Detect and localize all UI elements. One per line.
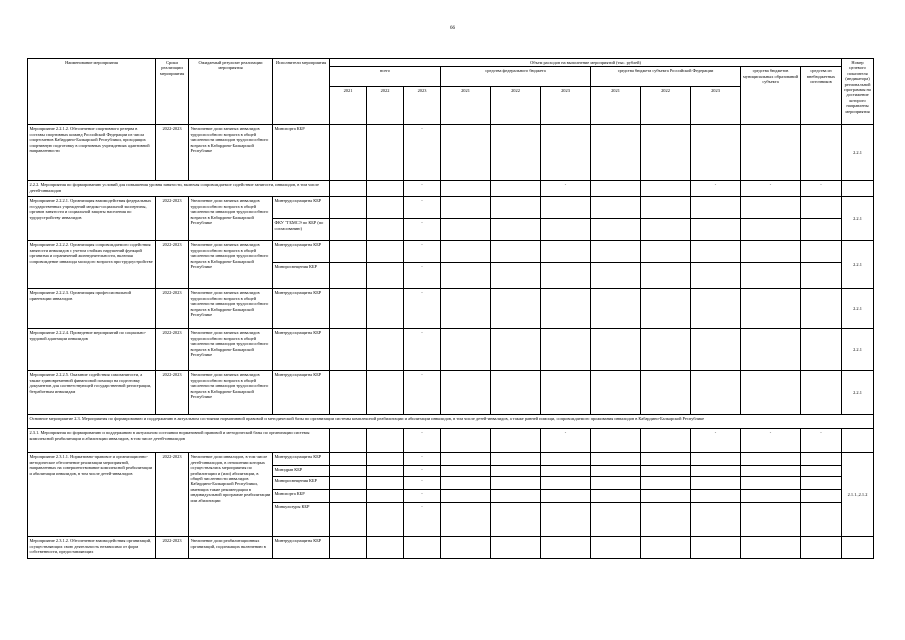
- measure-executor: Минтрудсоцзащиты КБР: [273, 453, 330, 466]
- value-dash: -: [741, 181, 801, 197]
- header-regional: средства бюджета субъекта Российской Федерации: [591, 67, 741, 87]
- measure-executor: Минтрудсоцзащиты КБР: [273, 289, 330, 329]
- indicator-number: 2.2.1: [842, 197, 874, 241]
- measure-period: 2022-2023: [156, 241, 189, 289]
- indicator-number: 2.1.1.,2.1.2: [842, 453, 874, 537]
- indicator-number: 2.2.1: [842, 289, 874, 329]
- value-dash: -: [741, 429, 801, 453]
- header-year: 2021: [330, 87, 367, 125]
- measure-result: Увеличение доли занятых инвалидов трудоспособного возраста в общей численности инвалидов трудоспособного возраста в Кабардино-Балкарской Республике: [189, 197, 273, 241]
- measure-period: 2022-2023: [156, 329, 189, 371]
- header-extra: средства из внебюджетных источников: [801, 67, 842, 125]
- value-dash: -: [801, 429, 842, 453]
- indicator-number: 2.2.1: [842, 241, 874, 289]
- measure-executor: Минтрудсоцзащиты КБР: [273, 371, 330, 415]
- measure-name: Мероприятие 2.2.2.2. Организация сопровождаемого содействия занятости инвалидов с учетом стойких нарушений функций организма и ограничений жизнедеятельности, включая сопровождение инвалида молодого возраста при трудоустройстве: [28, 241, 156, 289]
- header-total: всего: [330, 67, 441, 87]
- value-dash: -: [691, 181, 741, 197]
- measure-result: Увеличение доли занятых инвалидов трудоспособного возраста в общей численности инвалидов трудоспособного возраста в Кабардино-Балкарской Республике: [189, 289, 273, 329]
- funding-table: [27, 58, 874, 559]
- measure-executor: Минспорта КБР: [273, 125, 330, 181]
- value-dash: -: [541, 181, 591, 197]
- measure-name: Мероприятие 2.2.2.1. Организация взаимодействия федеральных государственных учреждений медико-социальной экспертизы, органов занятости и социальной защиты населения по трудоустройству инвалидов: [28, 197, 156, 241]
- value-dash: -: [801, 181, 842, 197]
- measure-result: Увеличение доли инвалидов, в том числе детей-инвалидов, в отношении которых осуществлялись мероприятия по реабилитации и (или) абилитации, в общей численности инвалидов Кабардино-Балкарской Республики, имеющих такие рекомендации в индивидуальной программе реабилитации или абилитации: [189, 453, 273, 537]
- value-dash: -: [404, 453, 441, 466]
- measure-name: Мероприятие 2.2.2.4. Проведение мероприятий по социально-трудовой адаптации инвалидов: [28, 329, 156, 371]
- value-dash: -: [404, 219, 441, 241]
- measure-name: Мероприятие 2.2.2.3. Организация профессиональной ориентации инвалидов: [28, 289, 156, 329]
- measure-executor: Минздрав КБР: [273, 466, 330, 477]
- measure-executor: Минтрудсоцзащиты КБР: [273, 329, 330, 371]
- header-result: Ожидаемый результат реализации мероприятия: [189, 59, 273, 125]
- measure-executor: Минспорта КБР: [273, 490, 330, 503]
- measure-executor: Минтрудсоцзащиты КБР: [273, 197, 330, 219]
- measure-period: 2022-2023: [156, 537, 189, 559]
- measure-executor: Минкультуры КБР: [273, 503, 330, 537]
- header-year: 2021: [441, 87, 491, 125]
- page-number: 66: [450, 26, 455, 31]
- measure-executor: Минпросвещения КБР: [273, 263, 330, 289]
- value-dash: -: [691, 429, 741, 453]
- measure-executor: Минтрудсоцзащиты КБР: [273, 241, 330, 263]
- header-terms: Сроки реализации мероприятия: [156, 59, 189, 125]
- measure-result: Увеличение доли занятых инвалидов трудоспособного возраста в общей численности инвалидов трудоспособного возраста в Кабардино-Балкарской Республике: [189, 241, 273, 289]
- measure-executor: Минтрудсоцзащиты КБР: [273, 537, 330, 559]
- value-dash: -: [404, 181, 441, 197]
- header-year: 2023: [541, 87, 591, 125]
- measure-result: Увеличение доли занятых инвалидов трудоспособного возраста в общей численности инвалидов трудоспособного возраста в Кабардино-Балкарской Республике: [189, 329, 273, 371]
- page-bottom-margin: [0, 573, 905, 640]
- header-name: Наименование мероприятия: [28, 59, 156, 125]
- value-dash: -: [404, 197, 441, 219]
- value-dash: -: [404, 371, 441, 415]
- value-dash: -: [404, 503, 441, 537]
- value-dash: -: [404, 429, 441, 453]
- measure-period: 2022-2023: [156, 453, 189, 537]
- value-dash: -: [404, 477, 441, 490]
- measure-name: Мероприятие 2.2.2.5. Оказание содействия самозанятости, а также единовременной финансовой помощи на подготовку документов для соответствующей государственной регистрации, безработным инвалидам: [28, 371, 156, 415]
- measure-period: 2022-2023: [156, 289, 189, 329]
- measure-result: Увеличение доли реабилитационных организаций, подлежащих включению в: [189, 537, 273, 559]
- value-dash: -: [404, 125, 441, 181]
- value-dash: -: [541, 429, 591, 453]
- value-dash: -: [404, 466, 441, 477]
- measure-result: Увеличение доли занятых инвалидов трудоспособного возраста в общей численности инвалидов трудоспособного возраста в Кабардино-Балкарской Республике: [189, 371, 273, 415]
- indicator-number: 2.2.1: [842, 371, 874, 415]
- indicator-number: 2.2.1: [842, 125, 874, 181]
- header-year: 2023: [691, 87, 741, 125]
- value-dash: -: [404, 490, 441, 503]
- header-municipal: средства бюджетов муниципальных образований субъекта: [741, 67, 801, 125]
- value-dash: -: [404, 329, 441, 371]
- header-year: 2022: [491, 87, 541, 125]
- header-year: 2021: [591, 87, 641, 125]
- header-funding: Объем расходов на выполнение мероприятий (тыс. рублей): [330, 59, 842, 67]
- indicator-number: 2.2.1: [842, 329, 874, 371]
- measure-name: Мероприятие 2.3.1.1. Нормативно-правовое и организационно-методическое обеспечение реализации мероприятий, направленных на совершенствование комплексной реабилитации и абилитации инвалидов, в том числе детей-инвалидов: [28, 453, 156, 537]
- measure-name: Мероприятие 2.3.1.2. Обеспечение взаимодействия организаций, осуществляющих свою деятельность независимо от форм собственности, предоставляющих: [28, 537, 156, 559]
- header-year: 2022: [641, 87, 691, 125]
- measure-executor: ФКУ "ГБМСЭ по КБР (по согласованию): [273, 219, 330, 241]
- measure-period: 2022-2023: [156, 197, 189, 241]
- measure-result: Увеличение доли занятых инвалидов трудоспособного возраста в общей численности инвалидов трудоспособного возраста в Кабардино-Балкарской Республике: [189, 125, 273, 181]
- measure-period: 2022-2023: [156, 371, 189, 415]
- section-heading: 2.3.1. Мероприятия по формированию и поддержанию в актуальном состоянии нормативной правовой и методической базы по организации системы комплексной реабилитации и абилитации инвалидов, в том числе детей-инвалидов: [28, 429, 330, 453]
- value-dash: -: [404, 263, 441, 289]
- header-indicator: Номер целевого показателя (индикатора) региональной программы на достижение которого направлены мероприятия: [842, 59, 874, 125]
- measure-period: 2022-2023: [156, 125, 189, 181]
- value-dash: -: [404, 241, 441, 263]
- section-heading: 2.2.2. Мероприятия по формированию условий для повышения уровня занятости, включая сопровождаемое содействие занятости, инвалидов, в том числе детей-инвалидов: [28, 181, 330, 197]
- measure-name: Мероприятие 2.2.1.2. Обеспечение спортивного резерва в составы спортивных команд Российской Федерации из числа спортсменов Кабардино-Балкарской Республики, проходящих спортивную подготовку в спортивных учреждениях адаптивной направленности: [28, 125, 156, 181]
- value-dash: -: [404, 289, 441, 329]
- header-executors: Исполнители мероприятия: [273, 59, 330, 125]
- header-year: 2023: [404, 87, 441, 125]
- header-year: 2022: [367, 87, 404, 125]
- header-federal: средства федерального бюджета: [441, 67, 591, 87]
- measure-executor: Минпросвещения КБР: [273, 477, 330, 490]
- main-measure-heading: Основное мероприятие 2.3. Мероприятия по формированию и поддержанию в актуальном состоянии нормативной правовой и методической базы по организации системы комплексной реабилитации и абилитации инвалидов, в том числе детей-инвалидов, а также ранней помощи, сопровождаемого проживания инвалидов в Кабардино-Балкарской Республике: [28, 415, 874, 429]
